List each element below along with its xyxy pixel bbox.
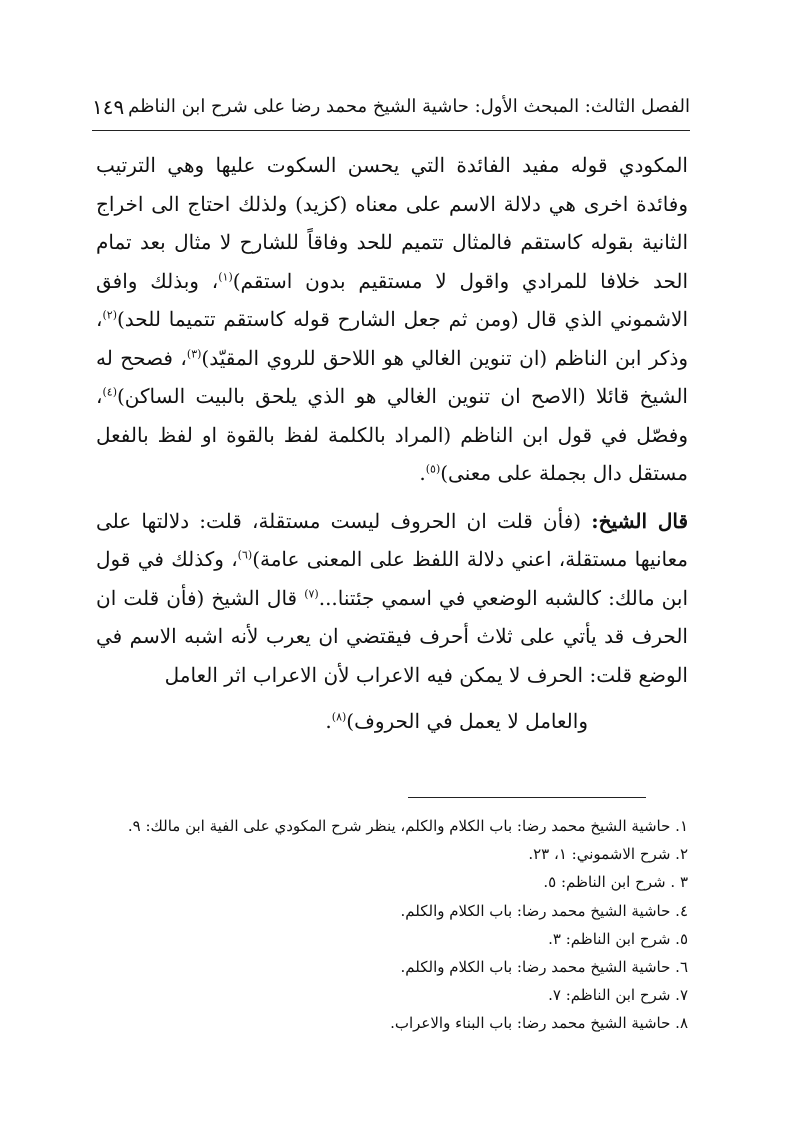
paragraph-2-text-b: ، وكذلك في قول ابن مالك: كالشبه الوضعي في اسمي جئتنا... bbox=[96, 547, 688, 610]
paragraph-2-text-c: قال الشيخ (فأن قلت ان الحرف قد يأتي على ثلاث أحرف فيقتضي ان يعرب لأنه اشبه الاسم في الوضع قلت: الحرف لا يمكن فيه الاعراب لأن الاعراب اثر العامل bbox=[96, 585, 688, 687]
paragraph-1 bbox=[96, 146, 688, 493]
paragraph-1-text-e: ، وفصّل في قول ابن الناظم (المراد بالكلمة لفظ بالقوة او لفظ بالفعل مستقل دال بجملة على معنى) bbox=[96, 384, 688, 485]
paragraph-2-lead: قال الشيخ: bbox=[591, 508, 688, 533]
footnote-ref-8: (٨) bbox=[331, 710, 347, 724]
body-text bbox=[96, 146, 688, 741]
footnote-5: ٥. شرح ابن الناظم: ٣. bbox=[548, 929, 688, 948]
paragraph-3-end: . bbox=[325, 709, 332, 733]
paragraph-1-text-d: ، فصحح له الشيخ قائلا (الاصح ان تنوين الغالي هو الذي يلحق بالبيت الساكن) bbox=[96, 345, 688, 408]
footnote-separator bbox=[408, 797, 646, 798]
footnote-ref-1: (١) bbox=[218, 269, 233, 283]
footnote-4: ٤. حاشية الشيخ محمد رضا: باب الكلام والكلم. bbox=[400, 901, 688, 920]
paragraph-1-text-b: ، وبذلك وافق الاشموني الذي قال (ومن ثم جعل الشارح قوله كاستقم تتميما للحد) bbox=[96, 268, 688, 331]
footnote-ref-4: (٤) bbox=[102, 385, 117, 399]
footnote-8: ٨. حاشية الشيخ محمد رضا: باب البناء والاعراب. bbox=[390, 1014, 688, 1033]
footnote-7: ٧. شرح ابن الناظم: ٧. bbox=[548, 986, 688, 1005]
footnote-3: ٣ . شرح ابن الناظم: ٥. bbox=[543, 873, 688, 892]
paragraph-2 bbox=[96, 502, 688, 695]
footnotes bbox=[96, 812, 688, 1038]
footnote-ref-6: (٦) bbox=[237, 548, 253, 562]
footnote-ref-3: (٣) bbox=[186, 346, 202, 360]
footnote-6: ٦. حاشية الشيخ محمد رضا: باب الكلام والكلم. bbox=[400, 958, 688, 977]
paragraph-3 bbox=[96, 702, 688, 741]
footnote-ref-7: (٧) bbox=[304, 586, 319, 600]
paragraph-1-text-a: المكودي قوله مفيد الفائدة التي يحسن السكوت عليها وهي الترتيب وفائدة اخرى هي دلالة الاسم على معناه (كزيد) ولذلك احتاج الى اخراج الثانية بقوله كاستقم فالمثال تتميم للحد وفاقاً للشارح لا مثال بعد تمام الحد خلافا للمرادي واقول لا مستقيم بدون استقم) bbox=[96, 153, 689, 293]
paragraph-1-end: . bbox=[419, 461, 426, 485]
footnote-ref-5: (٥) bbox=[425, 462, 441, 476]
running-header bbox=[92, 86, 690, 131]
page-number: ١٤٩ bbox=[92, 95, 125, 119]
paragraph-3-text: والعامل لا يعمل في الحروف) bbox=[346, 709, 588, 733]
footnote-2: ٢. شرح الاشموني: ١، ٢٣. bbox=[528, 845, 688, 864]
paragraph-2-text-a: (فأن قلت ان الحروف ليست مستقلة، قلت: دلالتها على معانيها مستقلة، اعني دلالة اللفظ على المعنى عامة) bbox=[96, 508, 688, 571]
footnote-ref-2: (٢) bbox=[102, 308, 117, 322]
paragraph-1-text-c: ، وذكر ابن الناظم (ان تنوين الغالي هو اللاحق للروي المقيّد) bbox=[96, 307, 689, 370]
footnote-1: ١. حاشية الشيخ محمد رضا: باب الكلام والكلم، ينظر شرح المكودي على الفية ابن مالك: ٩. bbox=[127, 817, 688, 835]
header-title: الفصل الثالث: المبحث الأول: حاشية الشيخ محمد رضا على شرح ابن الناظم bbox=[128, 96, 690, 117]
